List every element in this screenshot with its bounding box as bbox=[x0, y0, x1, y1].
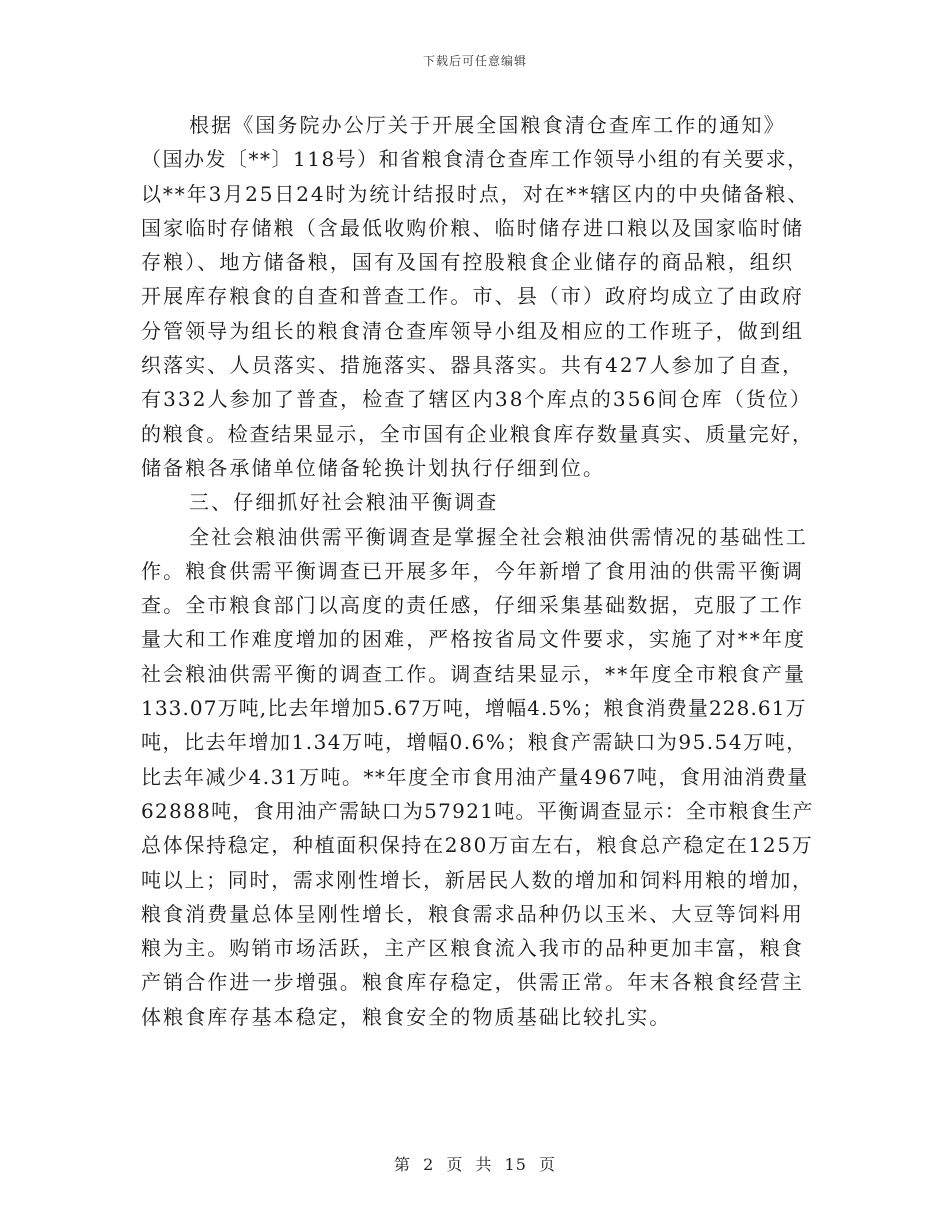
page-number: 第 2 页 共 15 页 bbox=[394, 1155, 556, 1174]
paragraph-line: 量大和工作难度增加的困难，严格按省局文件要求，实施了对**年度 bbox=[141, 627, 807, 652]
paragraph-line: 开展库存粮食的自查和普查工作。市、县（市）政府均成立了由政府 bbox=[141, 284, 804, 309]
paragraph-line: 粮食消费量总体呈刚性增长，粮食需求品种仍以玉米、大豆等饲料用 bbox=[141, 901, 804, 926]
paragraph-line: 储备粮各承储单位储备轮换计划执行仔细到位。 bbox=[141, 455, 606, 480]
paragraph-line: 以**年3月25日24时为统计结报时点，对在**辖区内的中央储备粮、 bbox=[141, 181, 810, 206]
paragraph-line: 62888吨，食用油产需缺口为57921吨。平衡调查显示：全市粮食生产 bbox=[141, 798, 814, 823]
section-heading: 三、仔细抓好社会粮油平衡调查 bbox=[189, 490, 499, 515]
document-body bbox=[141, 108, 813, 1034]
paragraph-line: 国家临时存储粮（含最低收购价粮、临时储存进口粮以及国家临时储 bbox=[141, 215, 804, 240]
paragraph-line: 总体保持稳定，种植面积保持在280万亩左右，粮食总产稳定在125万 bbox=[141, 833, 814, 858]
paragraph-line: 133.07万吨,比去年增加5.67万吨，增幅4.5%；粮食消费量228.61万 bbox=[141, 696, 807, 721]
page-header-note: 下载后可任意编辑 bbox=[422, 54, 527, 68]
paragraph-line: 有332人参加了普查，检查了辖区内38个库点的356间仓库（货位） bbox=[141, 387, 813, 412]
paragraph-line: 比去年减少4.31万吨。**年度全市食用油产量4967吨，食用油消费量 bbox=[141, 764, 809, 789]
paragraph-line: 全社会粮油供需平衡调查是掌握全社会粮油供需情况的基础性工 bbox=[189, 524, 808, 549]
paragraph-line: 吨，比去年增加1.34万吨，增幅0.6%；粮食产需缺口为95.54万吨， bbox=[141, 730, 808, 755]
paragraph-line: 吨以上；同时，需求刚性增长，新居民人数的增加和饲料用粮的增加， bbox=[141, 867, 814, 892]
paragraph-line: 产销合作进一步增强。粮食库存稳定，供需正常。年末各粮食经营主 bbox=[141, 970, 804, 995]
paragraph-line: （国办发〔**〕118号）和省粮食清仓查库工作领导小组的有关要求， bbox=[141, 147, 809, 172]
paragraph-line: 分管领导为组长的粮食清仓查库领导小组及相应的工作班子，做到组 bbox=[141, 318, 804, 343]
paragraph-line: 社会粮油供需平衡的调查工作。调查结果显示，**年度全市粮食产量 bbox=[141, 661, 807, 686]
paragraph-line: 根据《国务院办公厅关于开展全国粮食清仓查库工作的通知》 bbox=[189, 113, 786, 137]
paragraph-line: 织落实、人员落实、措施落实、器具落实。共有427人参加了自查， bbox=[141, 353, 805, 378]
paragraph-line: 的粮食。检查结果显示，全市国有企业粮食库存数量真实、质量完好， bbox=[141, 421, 814, 446]
paragraph-line: 粮为主。购销市场活跃，主产区粮食流入我市的品种更加丰富，粮食 bbox=[141, 936, 804, 961]
paragraph-line: 查。全市粮食部门以高度的责任感，仔细采集基础数据，克服了工作 bbox=[141, 593, 804, 618]
paragraph-line: 存粮）、地方储备粮，国有及国有控股粮食企业储存的商品粮，组织 bbox=[141, 250, 794, 275]
paragraph-line: 体粮食库存基本稳定，粮食安全的物质基础比较扎实。 bbox=[141, 1004, 672, 1029]
paragraph-line: 作。粮食供需平衡调查已开展多年，今年新增了食用油的供需平衡调 bbox=[141, 558, 804, 583]
